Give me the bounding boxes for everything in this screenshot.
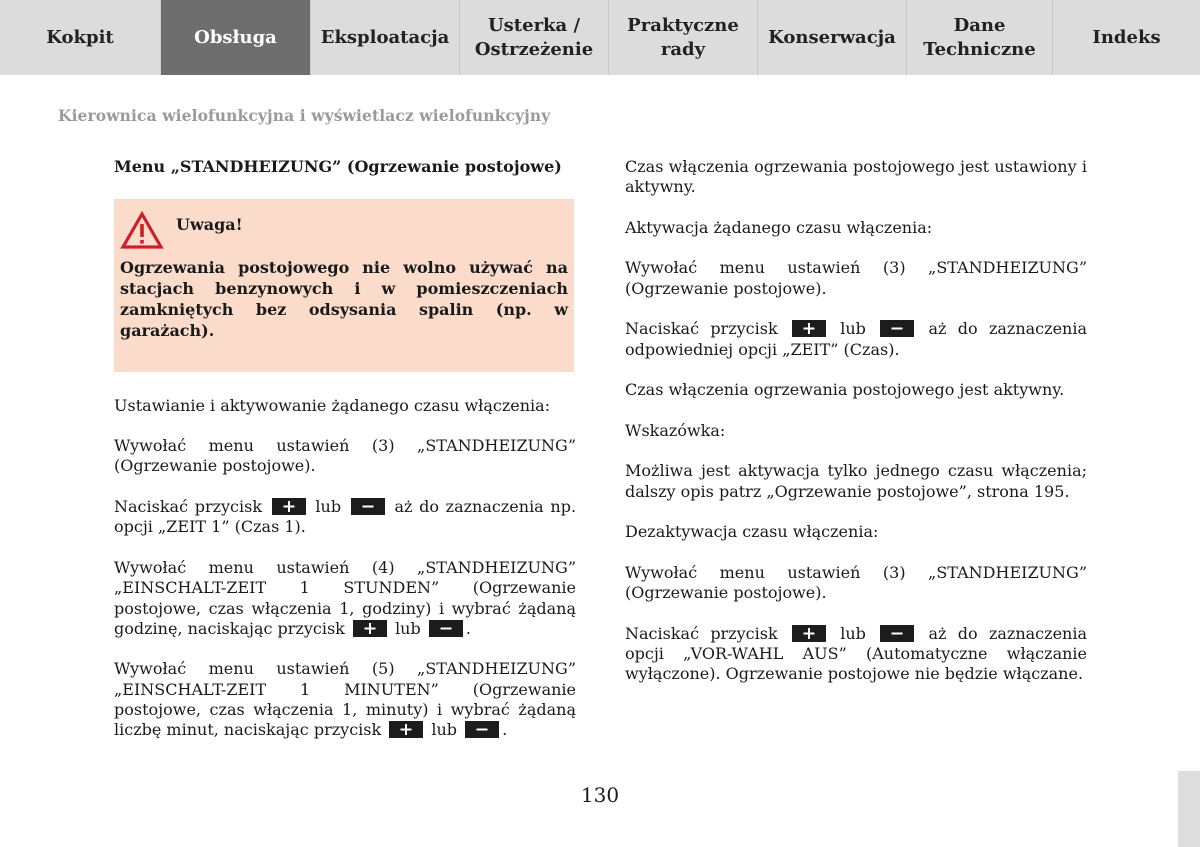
tab-obsluga[interactable]: Obsługa [160, 0, 310, 75]
chapter-tabs [0, 0, 1200, 75]
paragraph: Dezaktywacja czasu włączenia: [625, 522, 879, 542]
paragraph: Wywołać menu ustawień (3) „STANDHEIZUNG” (Ogrzewanie postojowe). [625, 258, 1087, 298]
text: Naciskać przycisk [114, 497, 263, 517]
paragraph: Aktywacja żądanego czasu włączenia: [625, 217, 933, 237]
warning-title: Uwaga! [176, 215, 243, 235]
right-column [625, 157, 1087, 705]
warning-triangle-icon [120, 211, 164, 251]
text: Wywołać menu ustawień (4) „STANDHEIZUNG” „EINSCHALT-ZEIT 1 STUNDEN” (Ogrzewanie postojowe, czas włączenia 1, godziny) i wybrać żądaną godzinę, naciskając przycisk [114, 557, 576, 638]
tab-kokpit[interactable]: Kokpit [0, 0, 160, 75]
tab-eksploatacja[interactable]: Eksploatacja [310, 0, 459, 75]
warning-text: Ogrzewania postojowego nie wolno używać na stacjach benzynowych i w pomieszczeniach zamkniętych bez odsysania spalin (np. w garażach). [120, 258, 568, 341]
menu-heading: Menu „STANDHEIZUNG” (Ogrzewanie postojowe) [114, 157, 562, 176]
paragraph: Czas włączenia ogrzewania postojowego jest ustawiony i aktywny. [625, 157, 1087, 197]
tab-usterka-ostrzezenie[interactable]: Usterka / Ostrzeżenie [459, 0, 608, 75]
tab-indeks[interactable]: Indeks [1052, 0, 1200, 75]
text: aż do zaznaczenia odpowiedniej opcji „ZEIT” (Czas). [625, 319, 1087, 359]
plus-key-icon [792, 320, 826, 337]
text: lub [840, 319, 866, 339]
paragraph [114, 558, 576, 639]
minus-key-icon [429, 620, 463, 637]
page-number: 130 [580, 783, 620, 807]
warning-box [114, 199, 574, 371]
text: Naciskać przycisk [625, 319, 778, 339]
plus-key-icon [353, 620, 387, 637]
text: . [465, 618, 471, 638]
minus-key-icon [465, 721, 499, 738]
paragraph: Ustawianie i aktywowanie żądanego czasu włączenia: [114, 395, 551, 415]
text: lub [431, 720, 458, 740]
paragraph: Wywołać menu ustawień (3) „STANDHEIZUNG” (Ogrzewanie postojowe). [625, 562, 1087, 603]
minus-key-icon [351, 498, 385, 515]
paragraph [114, 659, 576, 740]
text: . [502, 720, 508, 740]
paragraph: Możliwa jest aktywacja tylko jednego czasu włączenia; dalszy opis patrz „Ogrzewanie postojowe”, strona 195. [625, 461, 1087, 501]
plus-key-icon [272, 498, 306, 515]
text: aż do zaznaczenia opcji „VOR-WAHL AUS” (Automatyczne włączanie wyłączone). Ogrzewanie postojowe nie będzie włączane. [625, 623, 1087, 684]
paragraph: Czas włączenia ogrzewania postojowego jest aktywny. [625, 380, 1065, 400]
text: lub [315, 497, 342, 517]
text: lub [840, 623, 866, 643]
text: Wywołać menu ustawień (5) „STANDHEIZUNG” „EINSCHALT-ZEIT 1 MINUTEN” (Ogrzewanie postojowe, czas włączenia 1, minuty) i wybrać żądaną liczbę minut, naciskając przycisk [114, 659, 576, 740]
tab-praktyczne-rady[interactable]: Praktyczne rady [608, 0, 757, 75]
section-title: Kierownica wielofunkcyjna i wyświetlacz wielofunkcyjny [58, 106, 551, 125]
text: Naciskać przycisk [625, 623, 778, 643]
paragraph: Wywołać menu ustawień (3) „STANDHEIZUNG” (Ogrzewanie postojowe). [114, 436, 576, 476]
page-edge-marker [1178, 771, 1200, 847]
minus-key-icon [880, 625, 914, 642]
text: lub [395, 618, 421, 638]
minus-key-icon [880, 320, 914, 337]
plus-key-icon [389, 721, 423, 738]
paragraph [114, 497, 576, 538]
paragraph [625, 319, 1087, 360]
tab-konserwacja[interactable]: Konserwacja [757, 0, 906, 75]
text: aż do zaznaczenia np. opcji „ZEIT 1” (Czas 1). [114, 497, 577, 537]
left-column [114, 157, 576, 761]
paragraph: Wskazówka: [625, 420, 726, 440]
tab-dane-techniczne[interactable]: Dane Techniczne [906, 0, 1052, 75]
plus-key-icon [792, 625, 826, 642]
paragraph [625, 624, 1087, 685]
